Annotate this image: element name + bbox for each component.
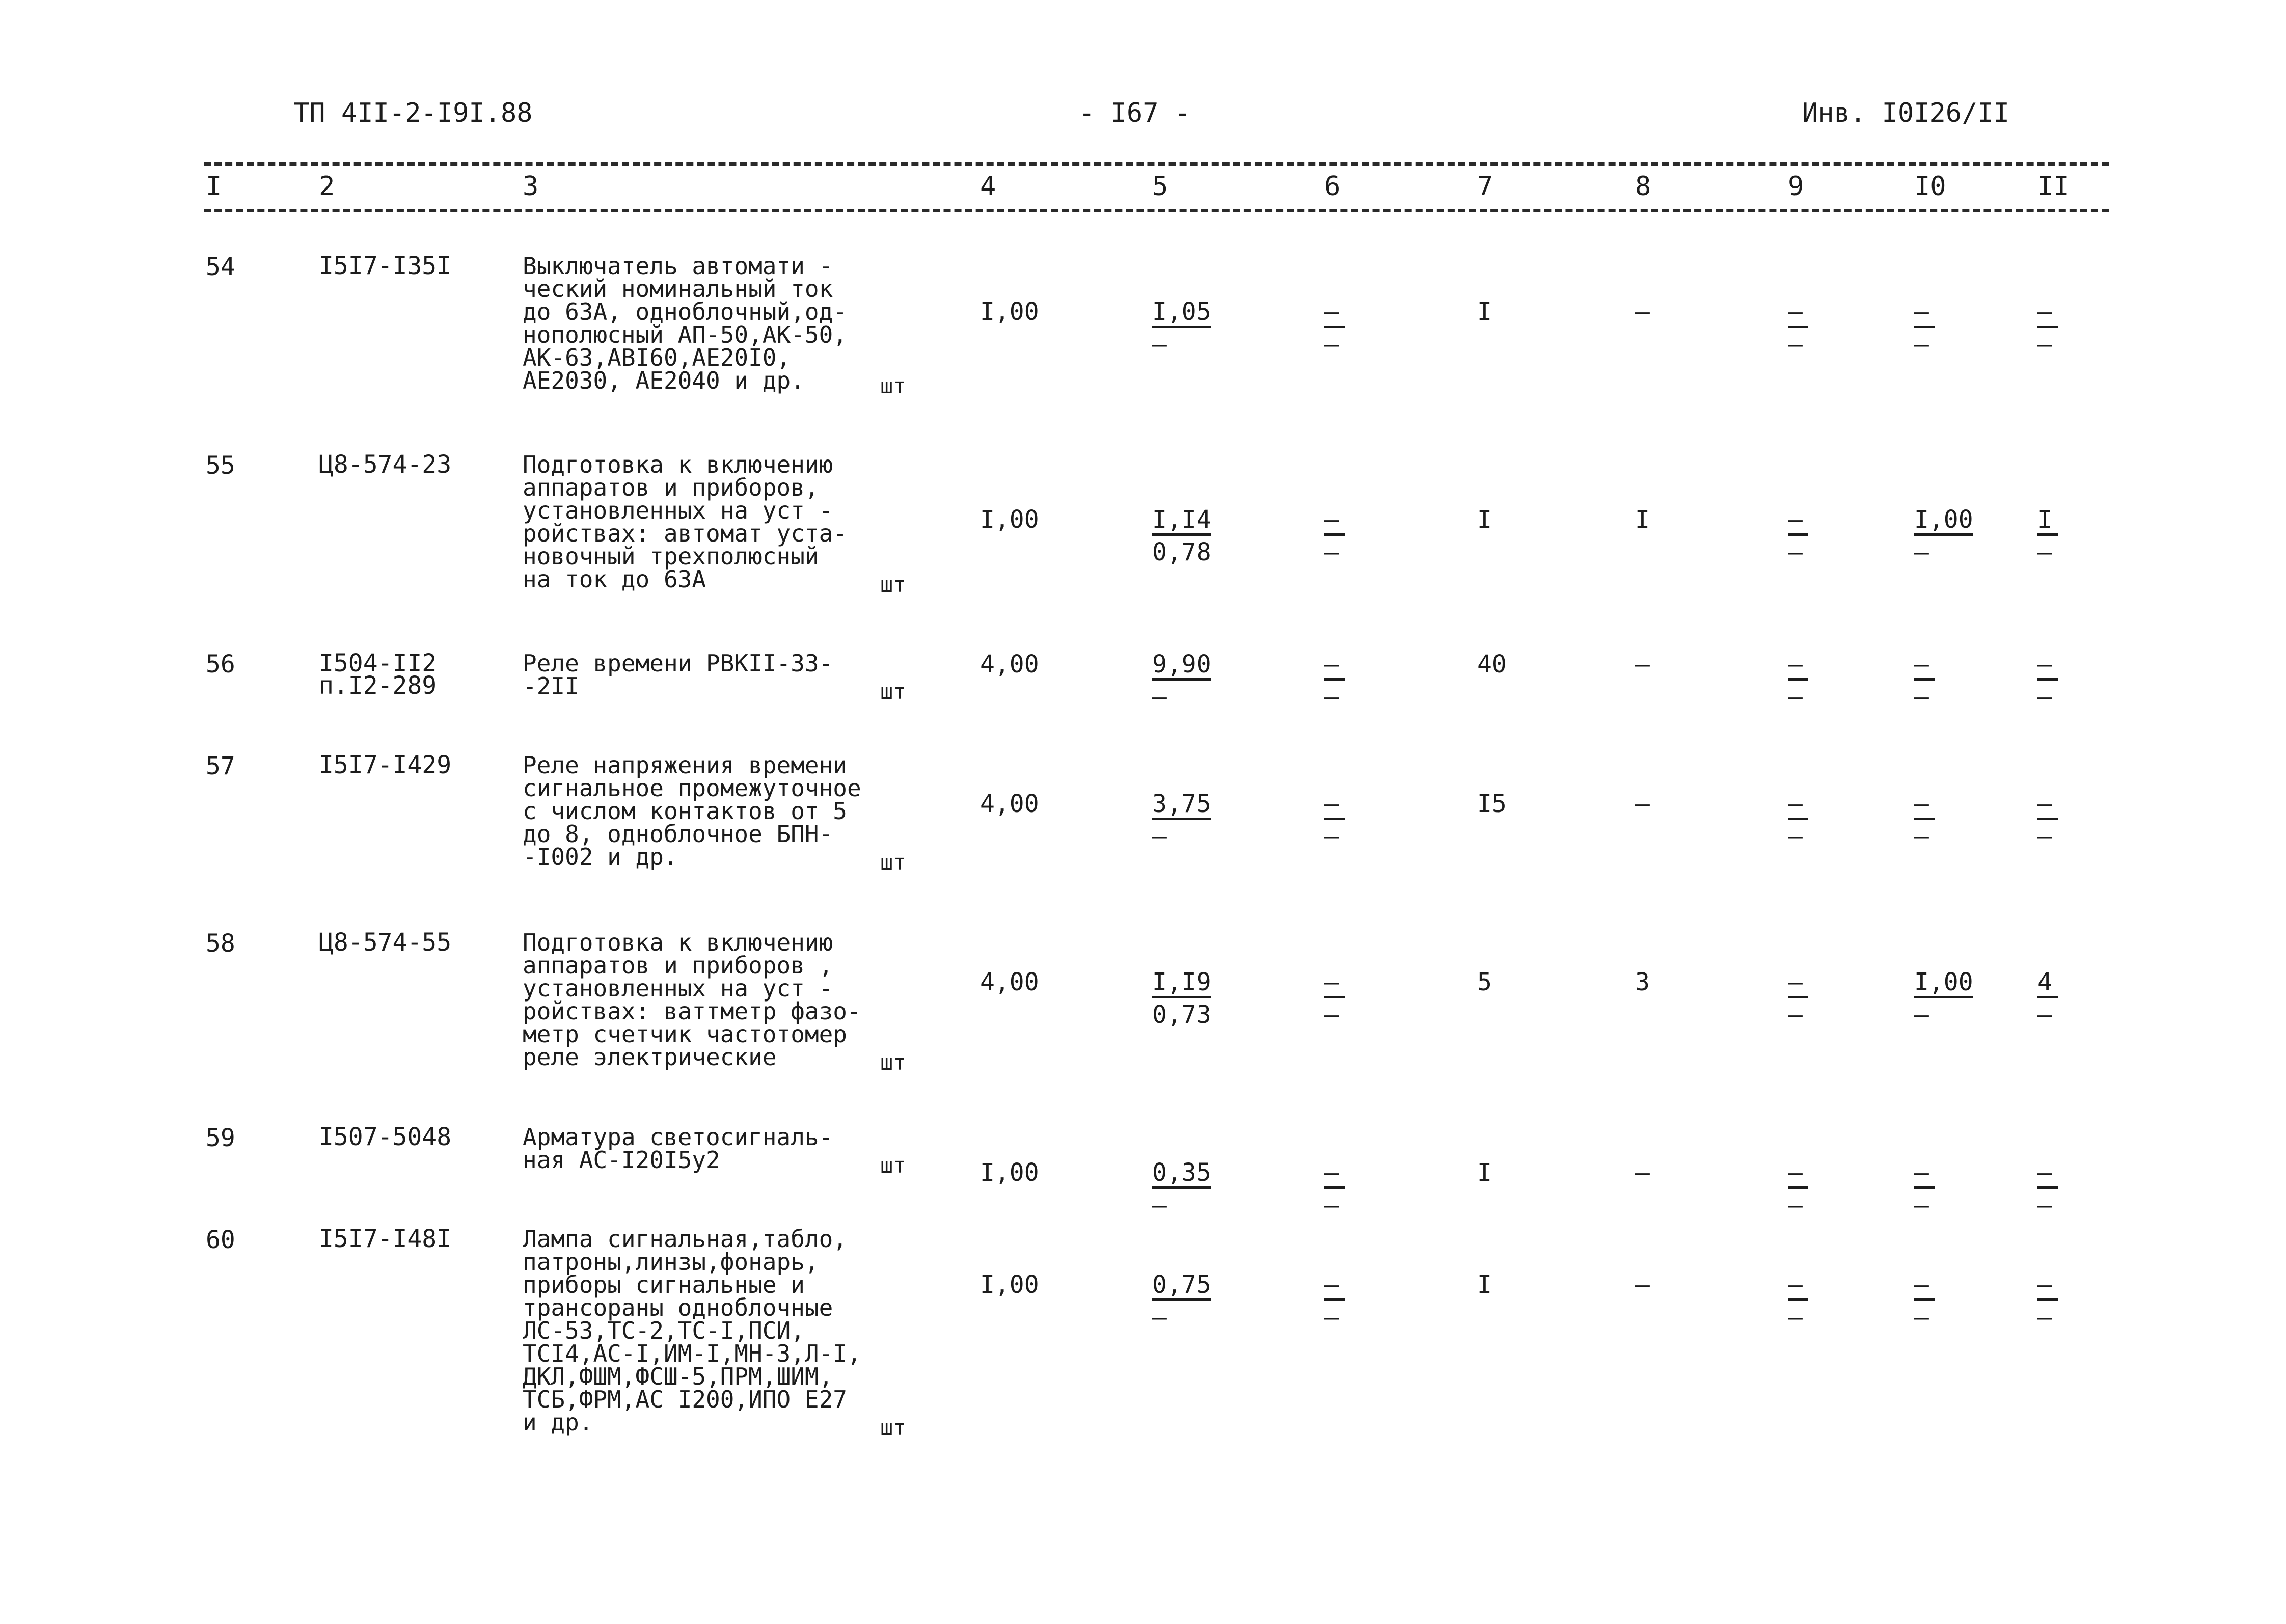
- row-col8: –: [1635, 297, 1650, 326]
- row-code: [319, 252, 452, 280]
- row-col5-denominator: –: [1152, 822, 1167, 851]
- row-col9-numerator: –: [1788, 1273, 1808, 1301]
- row-col5-denominator: 0,78: [1152, 538, 1211, 566]
- row-col9: [1788, 1270, 1808, 1332]
- row-col10: [1914, 507, 1973, 564]
- row-description-line: АЕ2030, АЕ2040 и др.: [523, 367, 805, 394]
- row-code-line: I507-5048: [319, 1123, 452, 1151]
- row-col5-numerator: 0,75: [1152, 1273, 1211, 1301]
- row-col4: 4,00: [980, 968, 1039, 996]
- row-col9: [1788, 297, 1808, 359]
- row-col5-denominator: –: [1152, 1303, 1167, 1332]
- row-description-line: АК-63,АВI60,АЕ20I0,: [523, 344, 791, 371]
- row-col11: [2037, 970, 2058, 1027]
- row-description-line: на ток до 63А: [523, 565, 706, 593]
- row-code-line: Ц8-574-55: [319, 928, 452, 957]
- column-header-5: 5: [1152, 171, 1168, 202]
- row-col10: [1914, 297, 1935, 359]
- row-col8: –: [1635, 790, 1650, 818]
- row-description-line: сигнальное промежуточное: [523, 774, 861, 802]
- row-code: [319, 649, 437, 700]
- row-description-line: установленных на уст -: [523, 497, 833, 524]
- row-col5-denominator: –: [1152, 683, 1167, 711]
- row-col5-numerator: I,I9: [1152, 970, 1211, 998]
- row-col10-denominator: –: [1914, 538, 1929, 566]
- row-col10: [1914, 970, 1973, 1027]
- row-code-line: I504-II2: [319, 649, 437, 678]
- row-description-line: Лампа сигнальная,табло,: [523, 1225, 847, 1253]
- row-col7: I5: [1477, 790, 1507, 818]
- row-col11: [2037, 652, 2058, 709]
- row-number: 56: [206, 650, 235, 679]
- row-col6-denominator: –: [1324, 538, 1339, 566]
- row-col9: [1788, 792, 1808, 849]
- row-col11: [2037, 297, 2058, 359]
- row-col5-numerator: I,I4: [1152, 507, 1211, 536]
- row-description-line: Реле времени РВКII-33-: [523, 649, 833, 677]
- row-col9-denominator: –: [1788, 1303, 1803, 1332]
- row-description-line: -I002 и др.: [523, 843, 678, 871]
- row-number: 57: [206, 752, 235, 780]
- row-description-line: Арматура светосигналь-: [523, 1123, 833, 1151]
- row-col11-denominator: –: [2037, 1191, 2052, 1220]
- row-description-line: Реле напряжения времени: [523, 751, 847, 779]
- row-number: 59: [206, 1124, 235, 1152]
- row-col5-denominator: 0,73: [1152, 1000, 1211, 1029]
- row-col6-numerator: –: [1324, 507, 1345, 536]
- row-description-line: ДКЛ,ФШМ,ФСШ-5,ПРМ,ШИМ,: [523, 1363, 833, 1390]
- row-col4: 4,00: [980, 790, 1039, 818]
- row-unit: шт: [880, 850, 906, 875]
- row-col11: [2037, 792, 2058, 849]
- row-col6-numerator: –: [1324, 1273, 1345, 1301]
- row-code: [319, 450, 452, 479]
- row-col5: [1152, 1270, 1211, 1332]
- row-col5: [1152, 507, 1211, 564]
- row-description-line: и др.: [523, 1409, 593, 1436]
- row-col8: –: [1635, 1270, 1650, 1299]
- row-col6-denominator: –: [1324, 683, 1339, 711]
- row-col6-denominator: –: [1324, 1191, 1339, 1220]
- row-code-line: Ц8-574-23: [319, 450, 452, 479]
- row-col9-denominator: –: [1788, 1191, 1803, 1220]
- row-col10-denominator: –: [1914, 330, 1929, 359]
- column-header-8: 8: [1635, 171, 1651, 202]
- row-description: [523, 649, 889, 700]
- row-col8: I: [1635, 505, 1650, 534]
- row-col11-denominator: –: [2037, 683, 2052, 711]
- row-col7: I: [1477, 297, 1492, 326]
- row-col6: [1324, 652, 1345, 709]
- row-col6: [1324, 1158, 1345, 1220]
- row-col6-denominator: –: [1324, 330, 1339, 359]
- row-description: [523, 751, 889, 871]
- row-col11-numerator: –: [2037, 1160, 2058, 1189]
- row-description: [523, 931, 889, 1069]
- row-col11-numerator: –: [2037, 1273, 2058, 1301]
- row-col11: [2037, 1270, 2058, 1332]
- row-col10-numerator: I,00: [1914, 970, 1973, 998]
- row-description-line: установленных на уст -: [523, 975, 833, 1002]
- page-number: - I67 -: [1079, 98, 1191, 128]
- row-number: 54: [206, 253, 235, 281]
- row-col5: [1152, 652, 1211, 709]
- row-number: 55: [206, 451, 235, 480]
- row-col7: 40: [1477, 650, 1507, 679]
- row-col9: [1788, 652, 1808, 709]
- row-col5-numerator: 9,90: [1152, 652, 1211, 681]
- row-col6-numerator: –: [1324, 792, 1345, 820]
- row-description-line: ная АС-I20I5у2: [523, 1146, 720, 1174]
- row-code-line: I5I7-I35I: [319, 252, 452, 280]
- row-unit: шт: [880, 1153, 906, 1178]
- row-description-line: метр счетчик частотомер: [523, 1020, 847, 1048]
- row-description-line: Выключатель автомати -: [523, 252, 833, 280]
- row-col9-numerator: –: [1788, 1160, 1808, 1189]
- row-description-line: Подготовка к включению: [523, 929, 833, 956]
- row-col6-numerator: –: [1324, 970, 1345, 998]
- column-header-rule: [204, 209, 2109, 212]
- row-description: [523, 252, 889, 394]
- row-col6-denominator: –: [1324, 1000, 1339, 1029]
- row-number: 60: [206, 1226, 235, 1254]
- row-description-line: -2II: [523, 672, 579, 700]
- row-col7: I: [1477, 1270, 1492, 1299]
- row-col6-denominator: –: [1324, 822, 1339, 851]
- column-header-3: 3: [523, 171, 539, 202]
- row-col10: [1914, 1158, 1935, 1220]
- row-col9-denominator: –: [1788, 822, 1803, 851]
- row-description-line: реле электрические: [523, 1043, 777, 1071]
- row-description-line: нополюсный АП-50,АК-50,: [523, 321, 847, 348]
- row-col5: [1152, 297, 1211, 359]
- row-number: 58: [206, 929, 235, 958]
- row-col5-numerator: 3,75: [1152, 792, 1211, 820]
- row-code-line: I5I7-I48I: [319, 1225, 452, 1253]
- table-top-rule: [204, 162, 2109, 166]
- row-col5: [1152, 792, 1211, 849]
- row-col11-denominator: –: [2037, 1303, 2052, 1332]
- row-col11: [2037, 1158, 2058, 1220]
- row-col8: –: [1635, 650, 1650, 679]
- column-header-7: 7: [1477, 171, 1493, 202]
- row-col5: [1152, 970, 1211, 1027]
- row-col8: 3: [1635, 968, 1650, 996]
- row-description-line: Подготовка к включению: [523, 451, 833, 478]
- row-col9-numerator: –: [1788, 507, 1808, 536]
- row-description-line: новочный трехполюсный: [523, 543, 819, 570]
- row-col6: [1324, 297, 1345, 359]
- row-col10: [1914, 1270, 1935, 1332]
- row-col4: I,00: [980, 1270, 1039, 1299]
- row-col9: [1788, 1158, 1808, 1220]
- row-description: [523, 453, 889, 591]
- column-header-9: 9: [1788, 171, 1804, 202]
- row-col10: [1914, 792, 1935, 849]
- row-col7: 5: [1477, 968, 1492, 996]
- row-col10-numerator: –: [1914, 300, 1935, 328]
- row-col4: 4,00: [980, 650, 1039, 679]
- column-header-2: 2: [319, 171, 335, 202]
- row-code-line: I5I7-I429: [319, 751, 452, 779]
- row-description-line: ЛС-53,ТС-2,ТС-I,ПСИ,: [523, 1317, 805, 1344]
- document-code: ТП 4II-2-I9I.88: [293, 98, 533, 128]
- row-col11-denominator: –: [2037, 822, 2052, 851]
- row-col5-denominator: –: [1152, 1191, 1167, 1220]
- row-col8: –: [1635, 1158, 1650, 1187]
- row-col6: [1324, 970, 1345, 1027]
- row-col9-denominator: –: [1788, 330, 1803, 359]
- column-header-1: I: [206, 171, 222, 202]
- row-col10-denominator: –: [1914, 1303, 1929, 1332]
- row-col10-numerator: –: [1914, 792, 1935, 820]
- row-description-line: ройствах: ваттметр фазо-: [523, 997, 861, 1025]
- row-col4: I,00: [980, 505, 1039, 534]
- row-code: [319, 1225, 452, 1253]
- row-col5-numerator: 0,35: [1152, 1160, 1211, 1189]
- row-col6: [1324, 1270, 1345, 1332]
- row-col10-numerator: –: [1914, 1273, 1935, 1301]
- row-col7: I: [1477, 505, 1492, 534]
- row-col6: [1324, 792, 1345, 849]
- row-col5-denominator: –: [1152, 330, 1167, 359]
- row-col10: [1914, 652, 1935, 709]
- column-header-11: II: [2037, 171, 2070, 202]
- row-col9-denominator: –: [1788, 538, 1803, 566]
- row-description-line: ТСБ,ФРМ,АС I200,ИПО Е27: [523, 1386, 847, 1413]
- row-col9-denominator: –: [1788, 683, 1803, 711]
- row-col9-numerator: –: [1788, 792, 1808, 820]
- row-col10-denominator: –: [1914, 822, 1929, 851]
- row-col11-numerator: –: [2037, 652, 2058, 681]
- row-col9: [1788, 970, 1808, 1027]
- row-description-line: до 8, одноблочное БПН-: [523, 820, 833, 848]
- row-unit: шт: [880, 1050, 906, 1075]
- row-description-line: аппаратов и приборов,: [523, 474, 819, 501]
- row-col9: [1788, 507, 1808, 564]
- row-description-line: ТСI4,АС-I,ИМ-I,МН-3,Л-I,: [523, 1340, 861, 1367]
- row-col11-numerator: 4: [2037, 970, 2058, 998]
- row-unit: шт: [880, 1415, 906, 1440]
- row-description-line: трансораны одноблочные: [523, 1294, 833, 1321]
- row-col11: [2037, 507, 2058, 564]
- inventory-number: Инв. I0I26/II: [1802, 98, 2009, 128]
- row-col4: I,00: [980, 297, 1039, 326]
- row-col10-denominator: –: [1914, 1191, 1929, 1220]
- row-col11-numerator: –: [2037, 792, 2058, 820]
- column-header-6: 6: [1324, 171, 1341, 202]
- row-col7: I: [1477, 1158, 1492, 1187]
- row-description-line: патроны,линзы,фонарь,: [523, 1248, 819, 1276]
- row-description-line: с числом контактов от 5: [523, 797, 847, 825]
- row-col6-numerator: –: [1324, 652, 1345, 681]
- column-header-4: 4: [980, 171, 996, 202]
- row-col5-numerator: I,05: [1152, 300, 1211, 328]
- row-description-line: до 63А, одноблочный,од-: [523, 298, 847, 326]
- row-code: [319, 751, 452, 779]
- row-description: [523, 1225, 889, 1436]
- row-col11-denominator: –: [2037, 538, 2052, 566]
- row-col6: [1324, 507, 1345, 564]
- row-col10-denominator: –: [1914, 1000, 1929, 1029]
- row-col6-numerator: –: [1324, 1160, 1345, 1189]
- row-description: [523, 1123, 889, 1174]
- row-col10-numerator: –: [1914, 652, 1935, 681]
- row-col6-denominator: –: [1324, 1303, 1339, 1332]
- row-description-line: приборы сигнальные и: [523, 1271, 805, 1298]
- row-unit: шт: [880, 679, 906, 704]
- row-col11-numerator: –: [2037, 300, 2058, 328]
- row-col9-numerator: –: [1788, 652, 1808, 681]
- row-col10-numerator: I,00: [1914, 507, 1973, 536]
- row-col5: [1152, 1158, 1211, 1220]
- row-col10-denominator: –: [1914, 683, 1929, 711]
- row-col11-numerator: I: [2037, 507, 2058, 536]
- row-code-line: п.I2-289: [319, 671, 437, 700]
- row-description-line: аппаратов и приборов ,: [523, 952, 833, 979]
- row-col4: I,00: [980, 1158, 1039, 1187]
- column-header-10: I0: [1914, 171, 1946, 202]
- row-col6-numerator: –: [1324, 300, 1345, 328]
- row-col10-numerator: –: [1914, 1160, 1935, 1189]
- row-col9-denominator: –: [1788, 1000, 1803, 1029]
- row-col9-numerator: –: [1788, 300, 1808, 328]
- row-unit: шт: [880, 373, 906, 398]
- row-code: [319, 1123, 452, 1151]
- row-col11-denominator: –: [2037, 1000, 2052, 1029]
- row-code: [319, 928, 452, 957]
- row-unit: шт: [880, 572, 906, 597]
- row-col9-numerator: –: [1788, 970, 1808, 998]
- row-description-line: ройствах: автомат уста-: [523, 520, 847, 547]
- row-col11-denominator: –: [2037, 330, 2052, 359]
- row-description-line: ческий номинальный ток: [523, 275, 833, 303]
